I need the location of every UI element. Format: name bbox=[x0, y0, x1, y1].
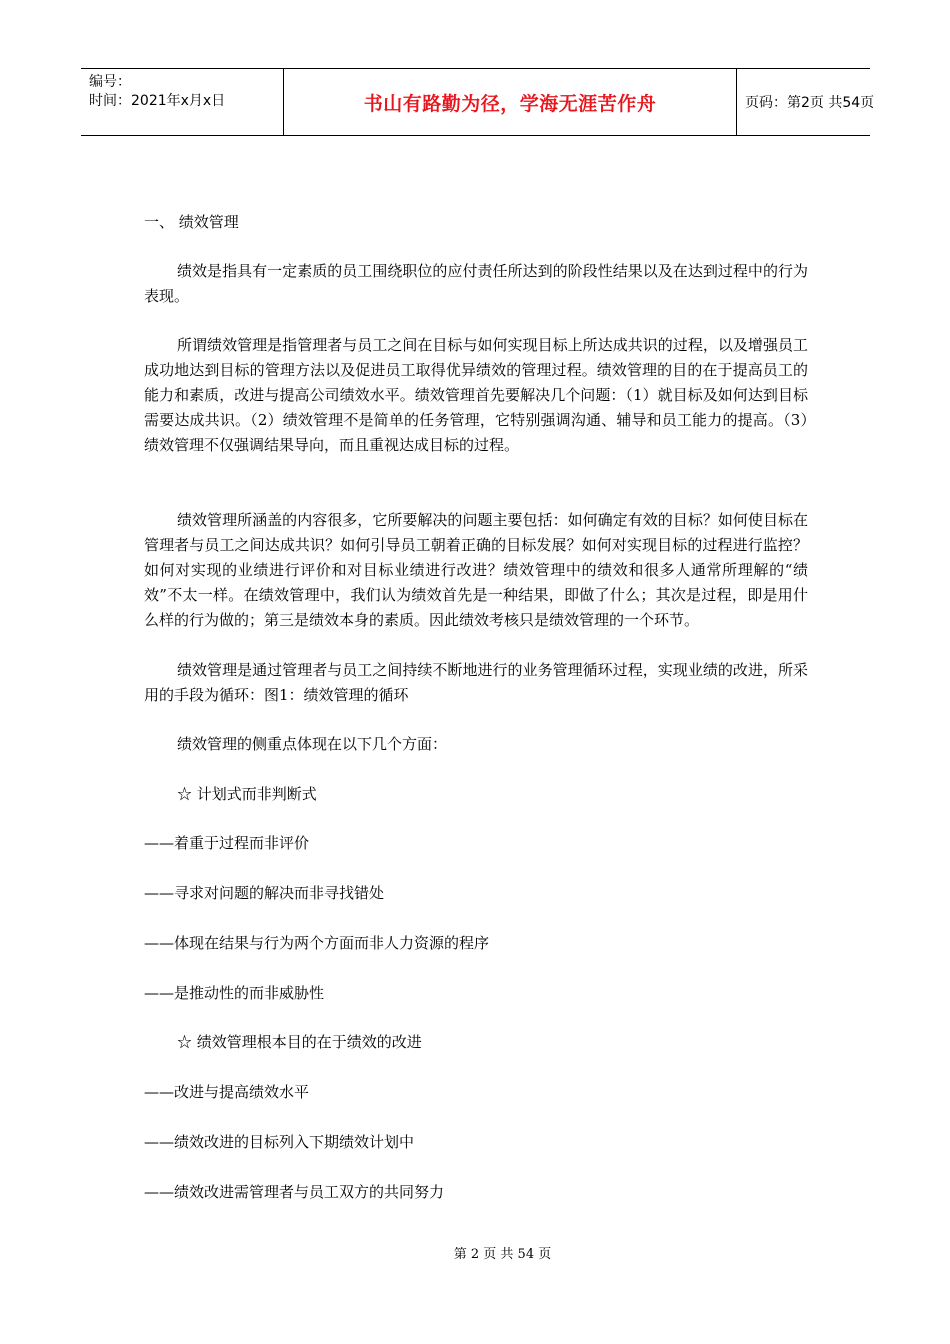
focus-point-title: ☆ 绩效管理根本目的在于绩效的改进 bbox=[177, 1033, 422, 1051]
header-page-cell bbox=[737, 69, 875, 135]
document-date: 时间：2021年x月x日 bbox=[89, 93, 226, 109]
section-heading: 一、 绩效管理 bbox=[144, 213, 239, 231]
header-meta-cell bbox=[81, 69, 283, 135]
focus-point-title: ☆ 计划式而非判断式 bbox=[177, 785, 317, 803]
document-number-label: 编号： bbox=[89, 74, 131, 90]
focus-point-item: ——改进与提高绩效水平 bbox=[144, 1083, 310, 1101]
page-footer: 第 2 页 共 54 页 bbox=[453, 1247, 552, 1262]
paragraph-scope: 绩效管理所涵盖的内容很多，它所要解决的问题主要包括：如何确定有效的目标？如何使目标在管理者与员工之间达成共识？如何引导员工朝着正确的目标发展？如何对实现目标的过程进行监控？如何对实现的业绩进行评价和对目标业绩进行改进？绩效管理中的绩效和很多人通常所理解的“绩效”不太一样。在绩效管理中，我们认为绩效首先是一种结果，即做了什么；其次是过程，即是用什么样的行为做的；第三是绩效本身的素质。因此绩效考核只是绩效管理的一个环节。 bbox=[144, 511, 808, 629]
focus-point-item: ——绩效改进的目标列入下期绩效计划中 bbox=[144, 1133, 415, 1151]
paragraph-definition: 绩效是指具有一定素质的员工围绕职位的应付责任所达到的阶段性结果以及在达到过程中的行为表现。 bbox=[144, 262, 808, 305]
page-header bbox=[81, 68, 875, 136]
focus-point-item: ——着重于过程而非评价 bbox=[144, 834, 310, 852]
focus-point-item: ——体现在结果与行为两个方面而非人力资源的程序 bbox=[144, 934, 490, 952]
header-motto-cell bbox=[283, 69, 737, 135]
paragraph-cycle: 绩效管理是通过管理者与员工之间持续不断地进行的业务管理循环过程，实现业绩的改进，所采用的手段为循环：图1：绩效管理的循环 bbox=[144, 661, 808, 704]
header-page-number: 页码：第2页 共54页 bbox=[745, 95, 875, 111]
paragraph-focus-intro: 绩效管理的侧重点体现在以下几个方面： bbox=[177, 735, 448, 753]
focus-point-item: ——绩效改进需管理者与员工双方的共同努力 bbox=[144, 1183, 445, 1201]
focus-point-item: ——是推动性的而非威胁性 bbox=[144, 984, 325, 1002]
paragraph-management-definition: 所谓绩效管理是指管理者与员工之间在目标与如何实现目标上所达成共识的过程，以及增强员工成功地达到目标的管理方法以及促进员工取得优异绩效的管理过程。绩效管理的目的在于提高员工的能力和素质，改进与提高公司绩效水平。绩效管理首先要解决几个问题：（1）就目标及如何达到目标需要达成共识。（2）绩效管理不是简单的任务管理，它特别强调沟通、辅导和员工能力的提高。（3）绩效管理不仅强调结果导向，而且重视达成目标的过程。 bbox=[144, 336, 808, 454]
motto-text: 书山有路勤为径，学海无涯苦作舟 bbox=[363, 92, 657, 115]
focus-point-item: ——寻求对问题的解决而非寻找错处 bbox=[144, 884, 385, 902]
